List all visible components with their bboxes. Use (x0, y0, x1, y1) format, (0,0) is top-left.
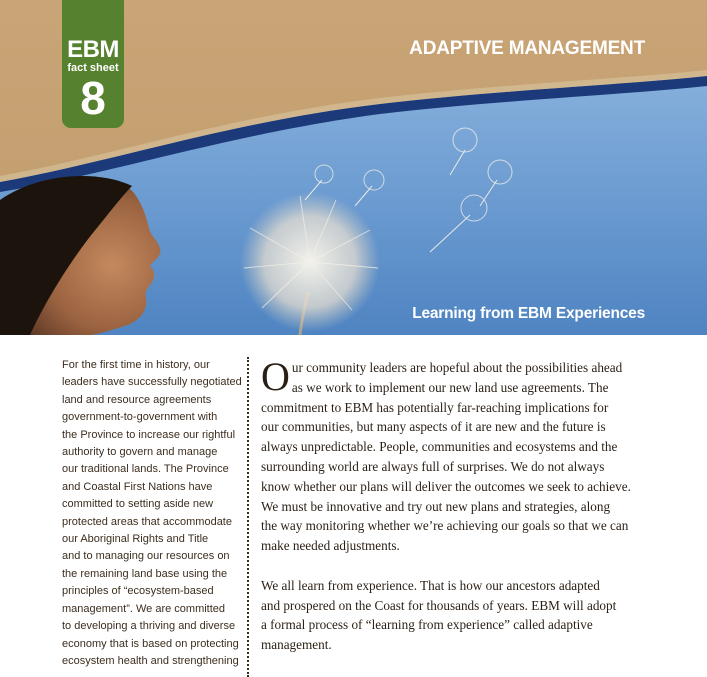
page-subtitle: Learning from EBM Experiences (412, 305, 645, 322)
badge-number: 8 (80, 72, 106, 124)
header-banner (0, 0, 707, 335)
drop-cap: O (261, 354, 290, 399)
fact-sheet-badge (62, 0, 124, 128)
sidebar-text: For the first time in history, our leaders have successfully negotiated land and resource agreements government-to-government with the Province to increase our rightful authority to govern and manage our traditional lands. The Province and Coastal First Nations have committed to setting aside new protected areas that accommodate our Aboriginal Rights and Title and to managing our resources on the remaining land base using the principles of “ecosystem-based management”. We are committed to developing a thriving and diverse economy that is based on protecting ecosystem health and strengthening (62, 359, 242, 667)
main-paragraph-1 (261, 354, 646, 556)
main-column (261, 354, 646, 655)
sidebar-column (62, 357, 248, 670)
main-paragraph-1-text: ur community leaders are hopeful about the possibilities ahead as we work to implement our new land use agreements. The commitment to EBM has potentially far-reaching implications for our communities, but many aspects of it are new and the future is always unpredictable. People, communities and ecosystems and the surrounding world are always full of surprises. We do not always know whether our plans will deliver the outcomes we seek to achieve. We must be innovative and try out new plans and strategies, along the way monitoring whether we’re achieving our goals so that we can make needed adjustments. (261, 360, 631, 554)
badge-ebm: EBM (67, 36, 119, 63)
main-paragraph-2: We all learn from experience. That is how our ancestors adapted and prospered on the Coast for thousands of years. EBM will adopt a formal process of “learning from experience” called adaptive management. (261, 577, 617, 653)
dotted-divider (247, 357, 249, 677)
page-title: ADAPTIVE MANAGEMENT (409, 38, 645, 59)
badge-fact-sheet: fact sheet (67, 62, 119, 74)
